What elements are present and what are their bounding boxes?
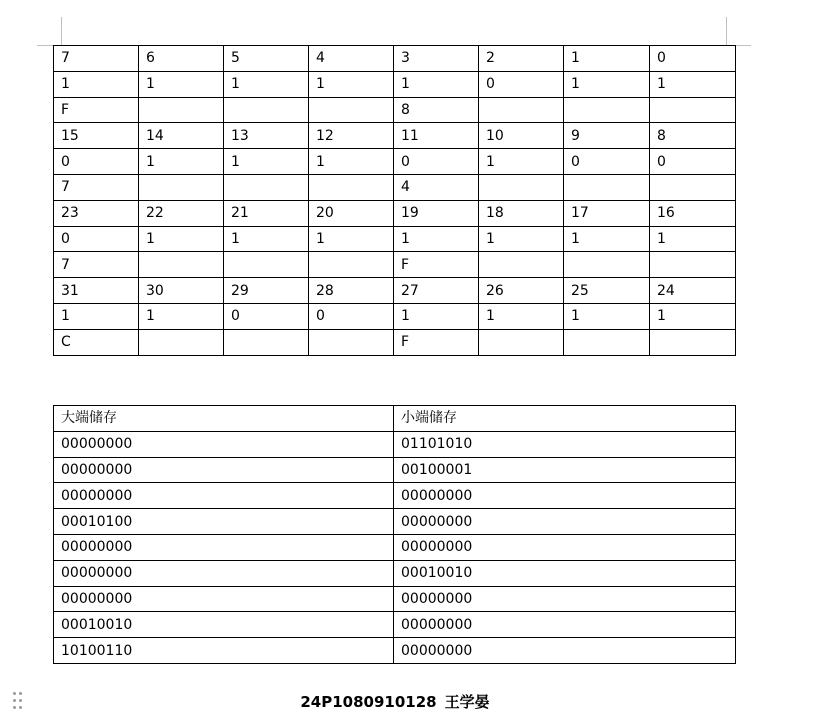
endian-table-row	[54, 586, 736, 612]
bits-table	[53, 45, 736, 356]
bits-table-cell[interactable]	[139, 97, 224, 123]
bits-table-cell[interactable]: 20	[309, 200, 394, 226]
bits-table-cell[interactable]	[650, 252, 736, 278]
bits-table-cell[interactable]	[309, 329, 394, 355]
bits-table-cell[interactable]	[564, 252, 650, 278]
bits-table-cell[interactable]: 3	[394, 46, 479, 72]
big-endian-cell[interactable]: 10100110	[54, 638, 394, 664]
bits-table-cell[interactable]: F	[394, 329, 479, 355]
bits-table-cell[interactable]	[309, 97, 394, 123]
footer-line	[0, 691, 790, 712]
big-endian-header[interactable]: 大端储存	[54, 406, 394, 432]
endian-table-row	[54, 483, 736, 509]
big-endian-cell[interactable]: 00010010	[54, 612, 394, 638]
little-endian-header[interactable]: 小端储存	[394, 406, 736, 432]
big-endian-cell[interactable]: 00000000	[54, 534, 394, 560]
bits-table-cell[interactable]: 1	[224, 71, 309, 97]
bits-table-cell[interactable]: 8	[650, 123, 736, 149]
bits-table-row	[54, 252, 736, 278]
bits-table-cell[interactable]: C	[54, 329, 139, 355]
endian-table-row	[54, 431, 736, 457]
bits-table-cell[interactable]	[564, 97, 650, 123]
bits-table-cell[interactable]: 15	[54, 123, 139, 149]
bits-table-cell[interactable]: 22	[139, 200, 224, 226]
bits-table-cell[interactable]	[479, 97, 564, 123]
endian-table-body	[54, 406, 736, 664]
bits-table-cell[interactable]: 1	[139, 303, 224, 329]
endian-table-row	[54, 560, 736, 586]
bits-table-cell[interactable]: 1	[479, 226, 564, 252]
bits-table-cell[interactable]: 0	[394, 149, 479, 175]
little-endian-cell[interactable]: 00000000	[394, 638, 736, 664]
bits-table-cell[interactable]: 1	[564, 46, 650, 72]
bits-table-cell[interactable]: 16	[650, 200, 736, 226]
bits-table-cell[interactable]: 1	[139, 149, 224, 175]
big-endian-cell[interactable]: 00000000	[54, 560, 394, 586]
bits-table-cell[interactable]	[650, 174, 736, 200]
bits-table-cell[interactable]: 1	[139, 226, 224, 252]
bits-table-cell[interactable]: 1	[564, 303, 650, 329]
bits-table-cell[interactable]: 1	[309, 149, 394, 175]
bits-table-cell[interactable]	[479, 174, 564, 200]
endian-table-row	[54, 534, 736, 560]
little-endian-cell[interactable]: 00000000	[394, 612, 736, 638]
bits-table-cell[interactable]: 10	[479, 123, 564, 149]
bits-table-cell[interactable]: 0	[54, 149, 139, 175]
bits-table-cell[interactable]: 2	[479, 46, 564, 72]
bits-table-cell[interactable]: 1	[139, 71, 224, 97]
little-endian-cell[interactable]: 00100001	[394, 457, 736, 483]
big-endian-cell[interactable]: 00000000	[54, 431, 394, 457]
bits-table-row	[54, 329, 736, 355]
bits-table-cell[interactable]	[309, 174, 394, 200]
bits-table-cell[interactable]: 1	[54, 303, 139, 329]
bits-table-cell[interactable]	[224, 97, 309, 123]
bits-table-cell[interactable]: 6	[139, 46, 224, 72]
little-endian-cell[interactable]: 00000000	[394, 586, 736, 612]
bits-table-cell[interactable]: 31	[54, 278, 139, 304]
bits-table-cell[interactable]: F	[54, 97, 139, 123]
bits-table-cell[interactable]: 0	[309, 303, 394, 329]
bits-table-cell[interactable]: 1	[309, 226, 394, 252]
bits-table-cell[interactable]	[479, 329, 564, 355]
bits-table-cell[interactable]: 0	[650, 149, 736, 175]
bits-table-row	[54, 200, 736, 226]
bits-table-cell[interactable]	[479, 252, 564, 278]
bits-table-cell[interactable]: 18	[479, 200, 564, 226]
bits-table-cell[interactable]: 1	[309, 71, 394, 97]
little-endian-cell[interactable]: 00010010	[394, 560, 736, 586]
bits-table-cell[interactable]: 11	[394, 123, 479, 149]
bits-table-cell[interactable]: 7	[54, 46, 139, 72]
endian-table	[53, 405, 736, 664]
bits-table-cell[interactable]: 1	[54, 71, 139, 97]
bits-table-body	[54, 46, 736, 356]
bits-table-cell[interactable]: 12	[309, 123, 394, 149]
bits-table-cell[interactable]: 1	[650, 226, 736, 252]
bits-table-cell[interactable]: 0	[650, 46, 736, 72]
endian-table-row	[54, 638, 736, 664]
bits-table-cell[interactable]: 25	[564, 278, 650, 304]
bits-table-cell[interactable]: 0	[479, 71, 564, 97]
bits-table-cell[interactable]: 1	[394, 71, 479, 97]
bits-table-cell[interactable]: 1	[564, 226, 650, 252]
bits-table-cell[interactable]: 0	[54, 226, 139, 252]
bits-table-row	[54, 226, 736, 252]
bits-table-cell[interactable]: 4	[309, 46, 394, 72]
big-endian-cell[interactable]: 00000000	[54, 586, 394, 612]
bits-table-row	[54, 46, 736, 72]
bits-table-cell[interactable]: 0	[224, 303, 309, 329]
endian-table-row	[54, 509, 736, 535]
bits-table-cell[interactable]: 27	[394, 278, 479, 304]
bits-table-cell[interactable]: 1	[479, 303, 564, 329]
big-endian-cell[interactable]: 00000000	[54, 457, 394, 483]
bits-table-cell[interactable]: 1	[650, 303, 736, 329]
bits-table-cell[interactable]: 7	[54, 252, 139, 278]
bits-table-cell[interactable]: 8	[394, 97, 479, 123]
little-endian-cell[interactable]: 01101010	[394, 431, 736, 457]
bits-table-cell[interactable]: 28	[309, 278, 394, 304]
bits-table-cell[interactable]: 13	[224, 123, 309, 149]
bits-table-row	[54, 97, 736, 123]
bits-table-cell[interactable]	[564, 174, 650, 200]
bits-table-cell[interactable]: 24	[650, 278, 736, 304]
little-endian-cell[interactable]: 00000000	[394, 534, 736, 560]
margin-mark-right-vertical	[726, 17, 727, 45]
bits-table-cell[interactable]: 1	[394, 226, 479, 252]
bits-table-cell[interactable]: 0	[564, 149, 650, 175]
bits-table-cell[interactable]	[139, 329, 224, 355]
bits-table-cell[interactable]: 9	[564, 123, 650, 149]
bits-table-cell[interactable]: F	[394, 252, 479, 278]
bits-table-row	[54, 149, 736, 175]
bits-table-cell[interactable]	[650, 329, 736, 355]
little-endian-cell[interactable]: 00000000	[394, 483, 736, 509]
bits-table-cell[interactable]: 1	[564, 71, 650, 97]
student-id[interactable]: 24P1080910128	[300, 693, 437, 711]
bits-table-cell[interactable]: 14	[139, 123, 224, 149]
bits-table-cell[interactable]	[224, 174, 309, 200]
bits-table-cell[interactable]: 29	[224, 278, 309, 304]
endian-table-row	[54, 457, 736, 483]
little-endian-cell[interactable]: 00000000	[394, 509, 736, 535]
student-name[interactable]: 王学晏	[444, 693, 490, 711]
margin-mark-left-vertical	[61, 17, 62, 45]
bits-table-cell[interactable]: 21	[224, 200, 309, 226]
bits-table-row	[54, 278, 736, 304]
bits-table-row	[54, 174, 736, 200]
bits-table-cell[interactable]: 7	[54, 174, 139, 200]
bits-table-cell[interactable]: 30	[139, 278, 224, 304]
bits-table-cell[interactable]: 19	[394, 200, 479, 226]
bits-table-cell[interactable]	[224, 252, 309, 278]
bits-table-cell[interactable]	[564, 329, 650, 355]
bits-table-cell[interactable]: 26	[479, 278, 564, 304]
endian-header-row	[54, 406, 736, 432]
bits-table-cell[interactable]: 5	[224, 46, 309, 72]
bits-table-cell[interactable]: 17	[564, 200, 650, 226]
bits-table-cell[interactable]	[139, 174, 224, 200]
bits-table-cell[interactable]: 1	[224, 149, 309, 175]
big-endian-cell[interactable]: 00000000	[54, 483, 394, 509]
bits-table-cell[interactable]: 4	[394, 174, 479, 200]
bits-table-cell[interactable]: 1	[224, 226, 309, 252]
bits-table-row	[54, 123, 736, 149]
bits-table-cell[interactable]	[139, 252, 224, 278]
bits-table-cell[interactable]: 1	[394, 303, 479, 329]
bits-table-row	[54, 71, 736, 97]
bits-table-row	[54, 303, 736, 329]
bits-table-cell[interactable]: 1	[650, 71, 736, 97]
big-endian-cell[interactable]: 00010100	[54, 509, 394, 535]
bits-table-cell[interactable]: 1	[479, 149, 564, 175]
bits-table-cell[interactable]	[650, 97, 736, 123]
bits-table-cell[interactable]: 23	[54, 200, 139, 226]
bits-table-cell[interactable]	[309, 252, 394, 278]
endian-table-row	[54, 612, 736, 638]
bits-table-cell[interactable]	[224, 329, 309, 355]
